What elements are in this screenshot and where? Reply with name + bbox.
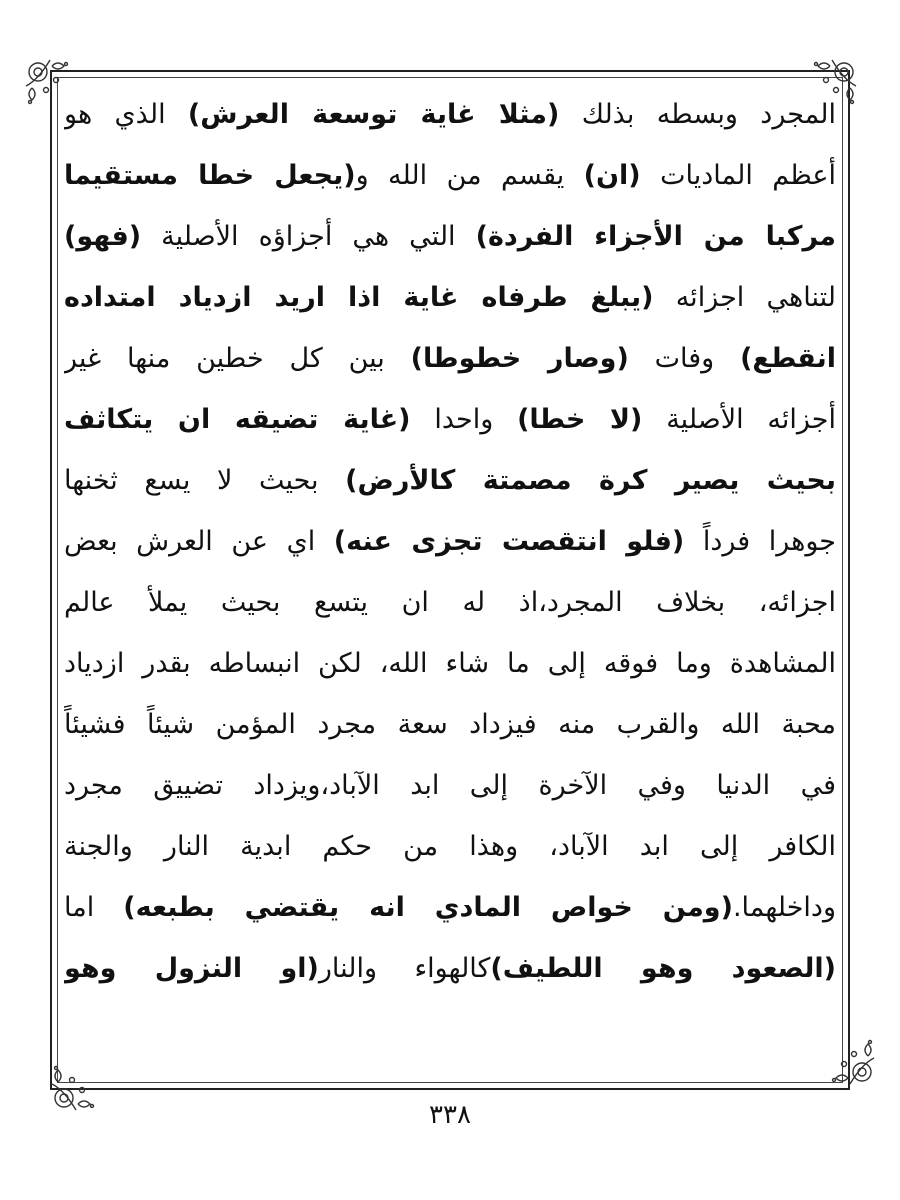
corner-ornament-icon <box>822 1032 878 1088</box>
text-line <box>64 816 836 877</box>
text-segment: المجرد وبسطه بذلك <box>559 99 836 130</box>
text-segment: واحدا <box>410 404 518 435</box>
bold-text-segment: بحيث يصير كرة مصمتة كالأرض) <box>345 465 836 496</box>
text-segment: أجزائه الأصلية <box>642 404 836 435</box>
page-body-text <box>64 84 836 999</box>
bold-text-segment: (غاية تضيقه ان يتكاثف <box>64 404 411 435</box>
text-segment: جوهرا فرداً <box>684 526 836 557</box>
bold-text-segment: (يبلغ طرفاه غاية اذا اريد ازدياد امتداده <box>64 282 654 313</box>
text-segment: الكافر إلى ابد الآباد، وهذا من حكم ابدية النار والجنة <box>64 831 836 862</box>
page-number: ٣٣٨ <box>429 1100 471 1130</box>
bold-text-segment: (مثلا غاية توسعة العرش) <box>187 99 560 130</box>
text-segment: اجزائه، بخلاف المجرد،اذ له ان يتسع بحيث يملأ عالم <box>64 587 836 618</box>
bold-text-segment: (الصعود وهو اللطيف) <box>490 953 836 984</box>
bold-text-segment: (ان) <box>583 160 641 191</box>
text-line <box>64 694 836 755</box>
text-segment: المشاهدة وما فوقه إلى ما شاء الله، لكن انبساطه بقدر ازدياد <box>64 648 836 679</box>
text-segment: اما <box>64 892 124 923</box>
text-line <box>64 938 836 999</box>
text-segment: كالهواء والنار <box>318 953 491 984</box>
text-line <box>64 145 836 206</box>
text-segment: الذي هو <box>64 99 188 130</box>
text-line <box>64 450 836 511</box>
text-segment: محبة الله والقرب منه فيزداد سعة مجرد المؤمن شيئاً فشيئاً <box>64 709 836 740</box>
bold-text-segment: (يجعل خطا مستقيما <box>64 160 356 191</box>
bold-text-segment: (فهو) <box>64 221 142 252</box>
text-line <box>64 633 836 694</box>
text-line <box>64 755 836 816</box>
bold-text-segment: مركبا من الأجزاء الفردة) <box>475 221 836 252</box>
text-segment: بين كل خطين منها غير <box>64 343 411 374</box>
bold-text-segment: (ومن خواص المادي انه يقتضي بطبعه) <box>123 892 733 923</box>
text-segment: وفات <box>628 343 741 374</box>
text-segment: التي هي أجزاؤه الأصلية <box>141 221 476 252</box>
text-segment: يقسم من الله و <box>355 160 584 191</box>
text-line <box>64 511 836 572</box>
text-line <box>64 84 836 145</box>
text-segment: لتناهي اجزائه <box>653 282 836 313</box>
bold-text-segment: (او النزول وهو <box>64 953 319 984</box>
bold-text-segment: (وصار خطوطا) <box>410 343 629 374</box>
text-line <box>64 572 836 633</box>
text-segment: بحيث لا يسع ثخنها <box>64 465 346 496</box>
text-segment: اي عن العرش بعض <box>64 526 334 557</box>
text-line <box>64 328 836 389</box>
text-line <box>64 267 836 328</box>
bold-text-segment: (لا خطا) <box>517 404 643 435</box>
bold-text-segment: (فلو انتقصت تجزى عنه) <box>333 526 685 557</box>
text-segment: أعظم الماديات <box>640 160 836 191</box>
text-line <box>64 877 836 938</box>
bold-text-segment: انقطع) <box>740 343 836 374</box>
text-segment: في الدنيا وفي الآخرة إلى ابد الآباد،ويزداد تضييق مجرد <box>64 770 836 801</box>
text-line <box>64 206 836 267</box>
text-segment: وداخلهما. <box>732 892 836 923</box>
text-line <box>64 389 836 450</box>
